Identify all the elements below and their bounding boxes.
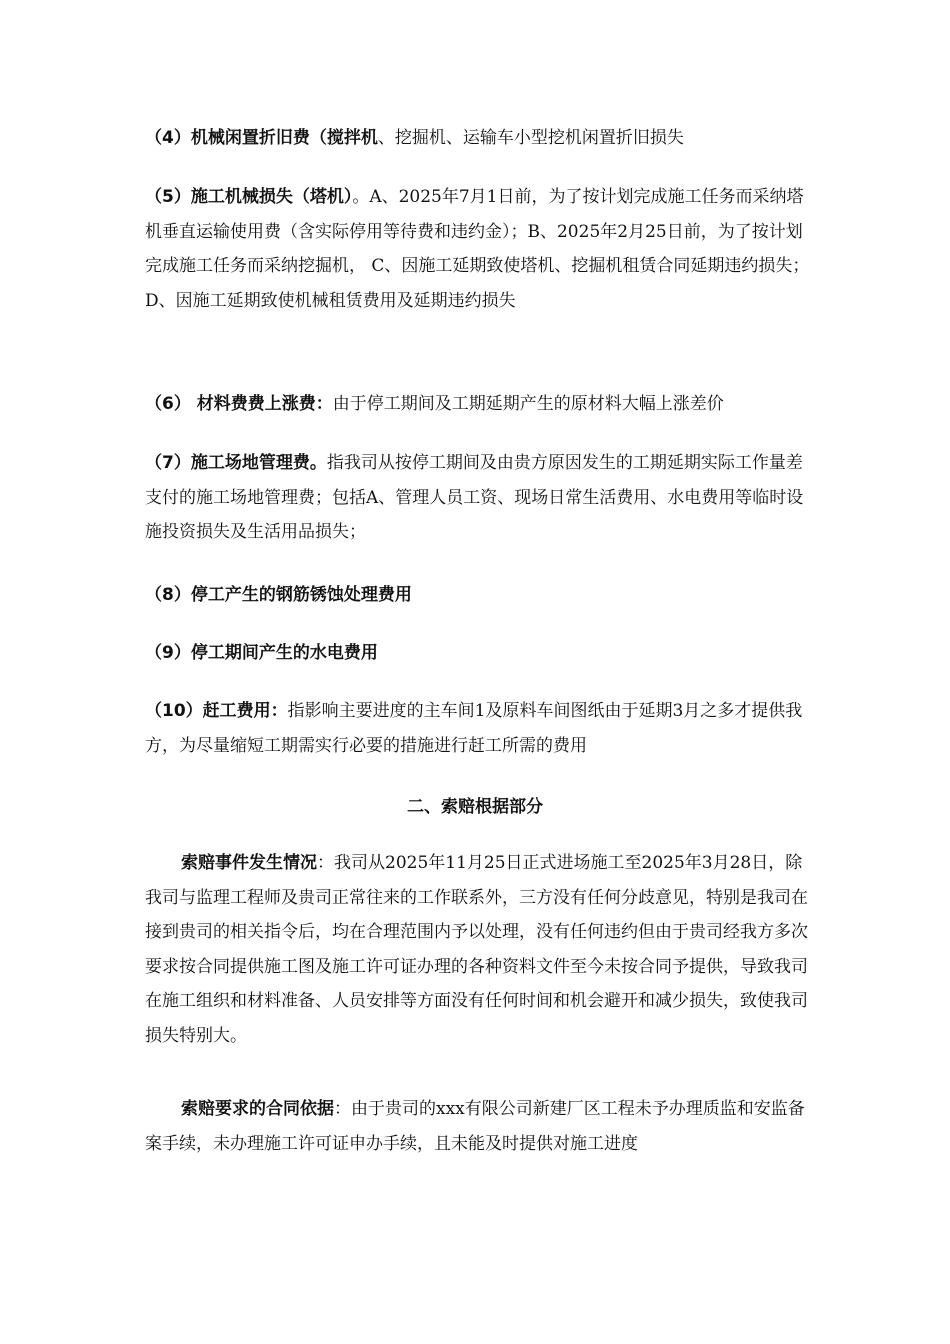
contract-basis-paragraph	[145, 1092, 810, 1161]
cost-item-4-label: （4）机械闲置折旧费（搅拌机	[145, 128, 378, 148]
cost-item-5-text: 。A、2025年7月1日前，为了按计划完成施工任务而采纳塔机垂直运输使用费（含实际停用等待费和违约金）；B、2025年2月25日前，为了按计划完成施工任务而采纳挖掘机， C、因施工延期致使塔机、挖掘机租赁合同延期违约损失；D、因施工延期致使机械租赁费用及延期违约损失	[145, 187, 810, 311]
cost-item-9-label: （9）停工期间产生的水电费用	[145, 643, 378, 663]
contract-basis-label: 索赔要求的合同依据	[181, 1099, 334, 1119]
cost-item-7	[145, 446, 810, 550]
cost-item-4-text: 、挖掘机、运输车小型挖机闲置折旧损失	[377, 128, 684, 148]
contract-basis-text: ：由于贵司的xxx有限公司新建厂区工程未予办理质监和安监备案手续，未办理施工许可证申办手续，且未能及时提供对施工进度	[145, 1099, 805, 1154]
claim-event-text: ：我司从2025年11月25日正式进场施工至2025年3月28日，除我司与监理工程师及贵司正常往来的工作联系外，三方没有任何分歧意见，特别是我司在接到贵司的相关指令后，均在合理范围内予以处理，没有任何违约但由于贵司经我方多次要求按合同提供施工图及施工许可证办理的各种资料文件至今未按合同予提供，导致我司在施工组织和材料准备、人员安排等方面没有任何时间和机会避开和减少损失，致使我司损失特别大。	[145, 853, 808, 1046]
cost-item-5-label: （5）施工机械损失（塔机）	[145, 187, 353, 207]
cost-item-8-label: （8）停工产生的钢筋锈蚀处理费用	[145, 585, 412, 605]
cost-item-5	[145, 180, 810, 318]
claim-event-label: 索赔事件发生情况	[181, 853, 317, 873]
cost-item-6	[145, 387, 810, 422]
cost-item-10	[145, 694, 810, 763]
section-heading: 二、索赔根据部分	[407, 797, 543, 817]
cost-item-7-text: 指我司从按停工期间及由贵方原因发生的工期延期实际工作量差支付的施工场地管理费；包括A、管理人员工资、现场日常生活费用、水电费用等临时设施投资损失及生活用品损失；	[145, 453, 804, 542]
cost-item-8	[145, 578, 810, 613]
cost-item-7-label: （7）施工场地管理费。	[145, 453, 327, 473]
cost-item-6-text: 由于停工期间及工期延期产生的原材料大幅上涨差价	[332, 394, 724, 414]
cost-item-9	[145, 636, 810, 671]
cost-item-4	[145, 121, 810, 156]
cost-item-10-label: （10）赶工费用：	[145, 701, 288, 721]
claim-event-paragraph	[145, 846, 810, 1053]
cost-item-6-label: （6） 材料费费上涨费：	[145, 394, 333, 414]
cost-item-10-text: 指影响主要进度的主车间1及原料车间图纸由于延期3月之多才提供我方，为尽量缩短工期需实行必要的措施进行赶工所需的费用	[145, 701, 803, 756]
